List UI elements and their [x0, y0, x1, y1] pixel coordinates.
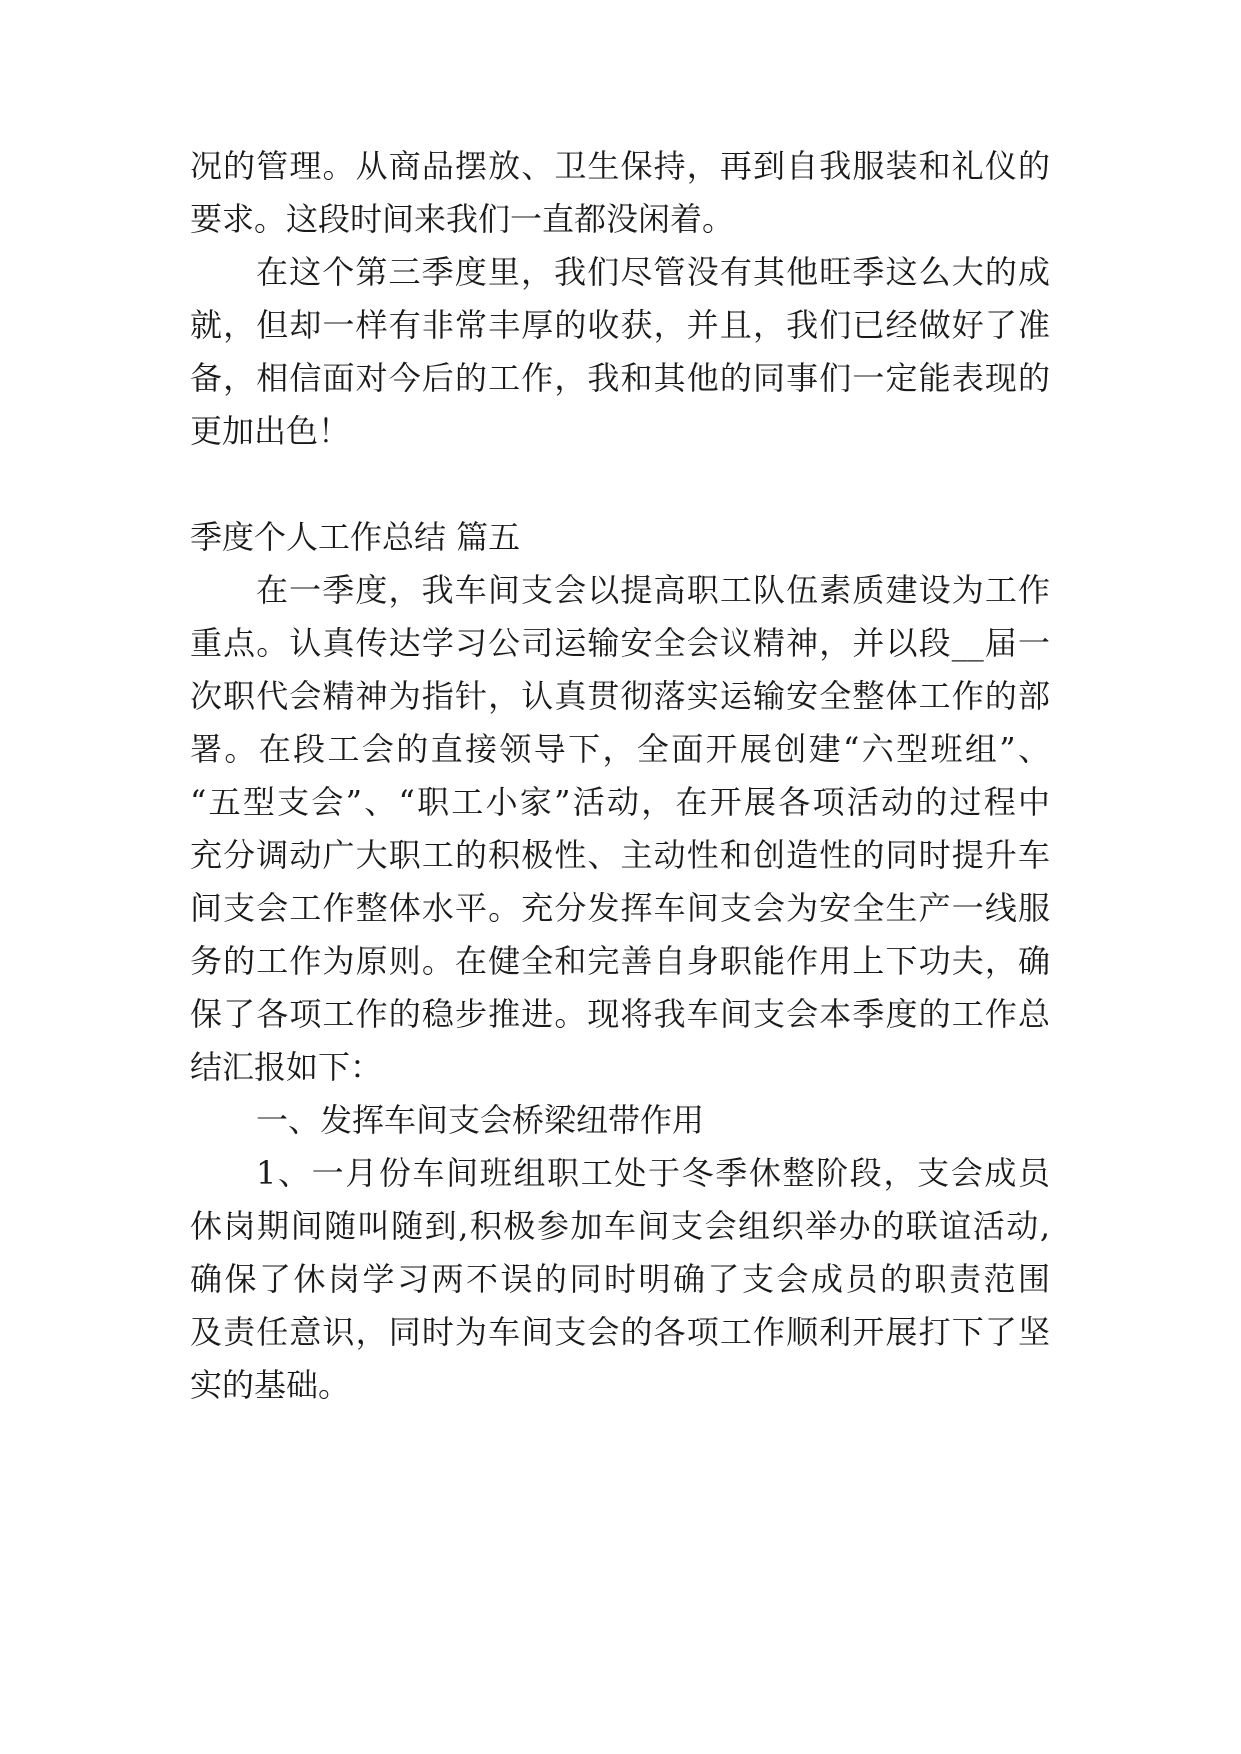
paragraph-line: 实的基础。 — [190, 1366, 351, 1404]
paragraph-line: 间支会工作整体水平。充分发挥车间支会为安全生产一线服 — [190, 889, 1050, 927]
paragraph-line: 署。在段工会的直接领导下，全面开展创建“六型班组”、 — [190, 730, 1050, 768]
paragraph-line: 在一季度，我车间支会以提高职工队伍素质建设为工作 — [256, 571, 1050, 609]
paragraph-line: 备，相信面对今后的工作，我和其他的同事们一定能表现的 — [190, 359, 1050, 397]
paragraph-line: 及责任意识，同时为车间支会的各项工作顺利开展打下了坚 — [190, 1313, 1050, 1351]
paragraph-line: 结汇报如下： — [190, 1048, 383, 1086]
paragraph-line: 更加出色！ — [190, 412, 351, 450]
paragraph-line: 就，但却一样有非常丰厚的收获，并且，我们已经做好了准 — [190, 306, 1050, 344]
paragraph-line: 在这个第三季度里，我们尽管没有其他旺季这么大的成 — [256, 253, 1050, 291]
paragraph-line: 重点。认真传达学习公司运输安全会议精神，并以段__届一 — [190, 624, 1050, 662]
paragraph-line: 况的管理。从商品摆放、卫生保持，再到自我服装和礼仪的 — [190, 147, 1050, 185]
paragraph-line: 要求。这段时间来我们一直都没闲着。 — [190, 200, 735, 238]
paragraph-line: 确保了休岗学习两不误的同时明确了支会成员的职责范围 — [190, 1260, 1050, 1298]
paragraph-line: 务的工作为原则。在健全和完善自身职能作用上下功夫，确 — [190, 942, 1050, 980]
paragraph-line: 充分调动广大职工的积极性、主动性和创造性的同时提升车 — [190, 836, 1050, 874]
paragraph-line: 次职代会精神为指针，认真贯彻落实运输安全整体工作的部 — [190, 677, 1050, 715]
paragraph-line: 休岗期间随叫随到,积极参加车间支会组织举办的联谊活动, — [190, 1207, 1050, 1245]
paragraph-line: “五型支会”、“职工小家”活动，在开展各项活动的过程中 — [190, 783, 1050, 821]
subheading: 一、发挥车间支会桥梁纽带作用 — [256, 1101, 705, 1139]
paragraph-line: 1、一月份车间班组职工处于冬季休整阶段，支会成员 — [256, 1154, 1050, 1192]
paragraph-line: 保了各项工作的稳步推进。现将我车间支会本季度的工作总 — [190, 995, 1050, 1033]
section-title: 季度个人工作总结 篇五 — [190, 518, 521, 556]
